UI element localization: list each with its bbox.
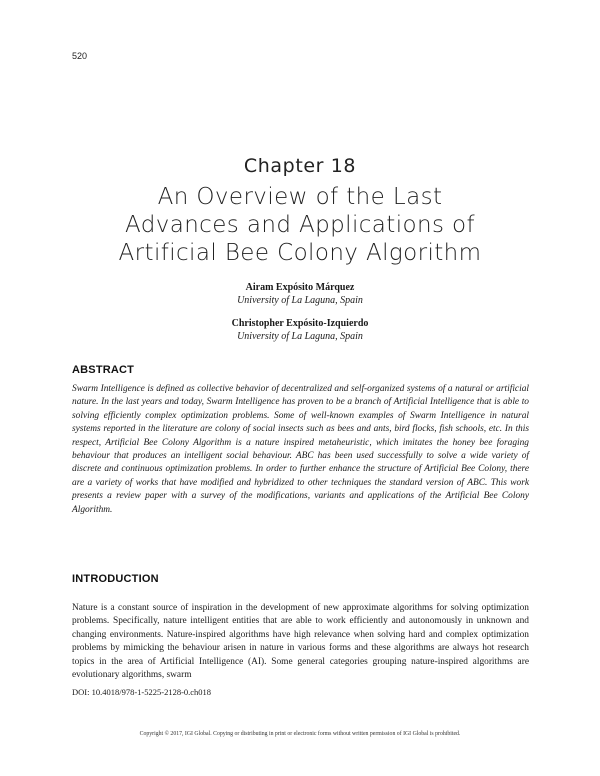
- title-line: An Overview of the Last: [157, 184, 443, 210]
- page-number: 520: [72, 51, 88, 61]
- abstract-text: Swarm Intelligence is defined as collective behavior of decentralized and self-organized systems of a natural or artificial nature. In the last years and today, Swarm Intelligence has proven to be a branch of Artificial Intelligence that is able to solving efficiently complex optimization problems. Some of well-known examples of Swarm Intelligence in natural systems reported in the literature are colony of social insects such as bees and ants, bird flocks, fish schools, etc. In this respect, Artificial Bee Colony Algorithm is a nature inspired metaheuristic, which imitates the honey bee foraging behaviour that produces an intelligent social behaviour. ABC has been used successfully to solve a wide variety of discrete and continuous optimization problems. In order to further enhance the structure of Artificial Bee Colony, there are a variety of works that have modified and hybridized to other techniques the standard version of ABC. This work presents a review paper with a survey of the modifications, variants and applications of the Artificial Bee Colony Algorithm.: [72, 384, 529, 515]
- author-name: Christopher Expósito-Izquierdo: [231, 318, 369, 329]
- author-affiliation: University of La Laguna, Spain: [237, 295, 363, 306]
- chapter-label: Chapter 18: [243, 155, 357, 177]
- doi: DOI: 10.4018/978-1-5225-2128-0.ch018: [72, 687, 212, 697]
- introduction-text: Nature is a constant source of inspiration in the development of new approximate algorithms for solving optimization problems. Specifically, nature intelligent entities that are able to work efficiently and autonomously in unknown and changing environments. Nature-inspired algorithms have high relevance when solving hard and complex optimization problems by mimicking the behaviour arisen in nature in various forms and these algorithms are always hot research topics in the area of Artificial Intelligence (AI). Some general categories grouping nature-inspired algorithms are evolutionary algorithms, swarm: [72, 603, 529, 681]
- title-line: Advances and Applications of: [124, 212, 476, 238]
- introduction-heading: INTRODUCTION: [72, 573, 159, 585]
- author-name: Airam Expósito Márquez: [245, 282, 355, 293]
- title-line: Artificial Bee Colony Algorithm: [118, 240, 482, 266]
- copyright-notice: Copyright © 2017, IGI Global. Copying or distributing in print or electronic forms without written permission of IGI Global is prohibited.: [139, 731, 461, 737]
- author-affiliation: University of La Laguna, Spain: [237, 331, 363, 342]
- abstract-heading: ABSTRACT: [72, 364, 135, 376]
- chapter-title: [0, 183, 600, 267]
